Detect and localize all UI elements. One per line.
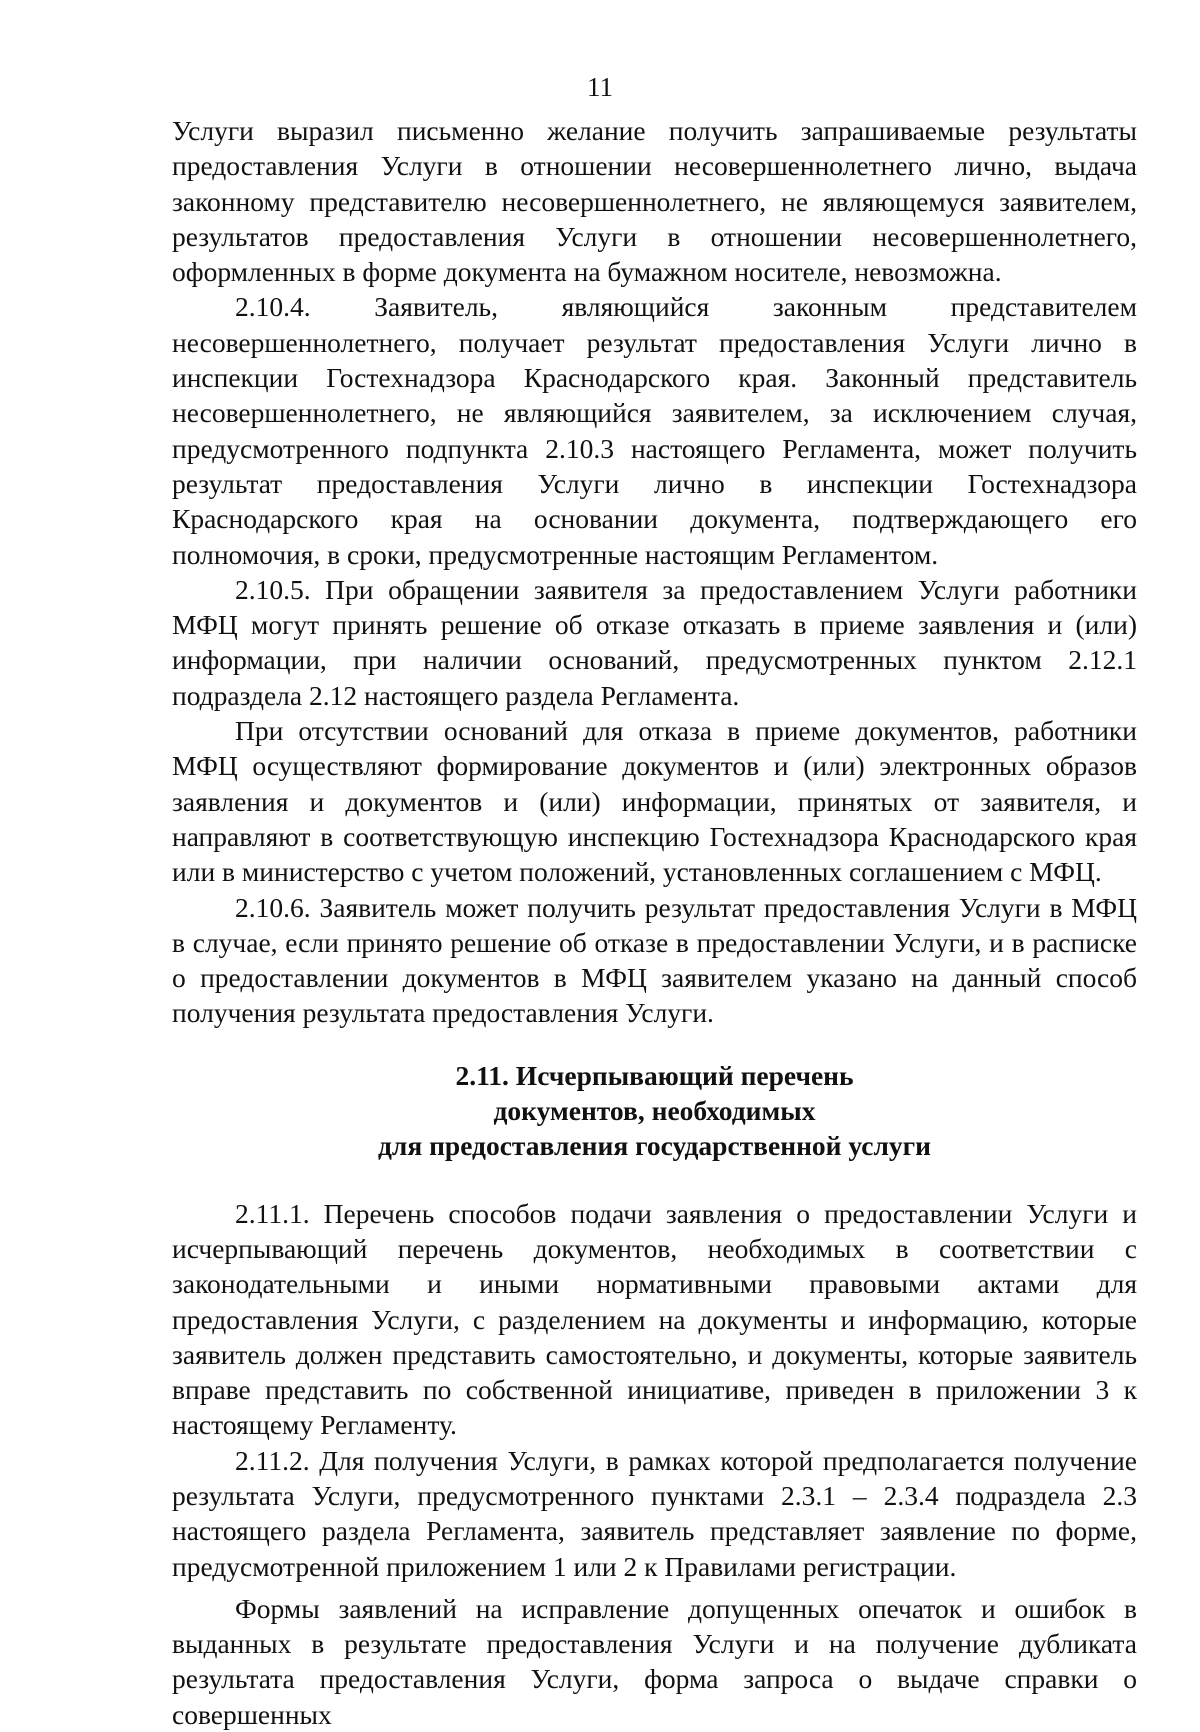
paragraph: Услуги выразил письменно желание получить запрашиваемые результаты предоставления Услуги в отношении несовершеннолетнего лично, выдача законному представителю несовершеннолетнего, не являющемуся заявителем, результатов предоставления Услуги в отношении несовершеннолетнего, оформленных в форме документа на бумажном носителе, невозможна. [172, 115, 1137, 288]
section-heading-line: 2.11. Исчерпывающий перечень [455, 1059, 854, 1091]
section-heading [172, 1058, 1137, 1164]
paragraph-2-10-6: 2.10.6. Заявитель может получить результат предоставления Услуги в МФЦ в случае, если принято решение об отказе в предоставлении Услуги, и в расписке о предоставлении документов в МФЦ заявителем указано на данный способ получения результата предоставления Услуги. [172, 891, 1137, 1029]
section-heading-line: документов, необходимых [493, 1095, 816, 1127]
paragraph-2-10-4: 2.10.4. Заявитель, являющийся законным представителем несовершеннолетнего, получает результат предоставления Услуги лично в инспекции Гостехнадзора Краснодарского края. Законный представитель несовершеннолетнего, не являющийся заявителем, за исключением случая, предусмотренного подпункта 2.10.3 настоящего Регламента, может получить результат предоставления Услуги лично в инспекции Гостехнадзора Краснодарского края на основании документа, подтверждающего его полномочия, в сроки, предусмотренные настоящим Регламентом. [172, 291, 1137, 570]
paragraph: При отсутствии оснований для отказа в приеме документов, работники МФЦ осуществляют формирование документов и (или) электронных образов заявления и документов и (или) информации, принятых от заявителя, и направляют в соответствующую инспекцию Гостехнадзора Краснодарского края или в министерство с учетом положений, установленных соглашением с МФЦ. [172, 715, 1137, 888]
paragraph: Формы заявлений на исправление допущенных опечаток и ошибок в выданных в результате предоставления Услуги и на получение дубликата результата предоставления Услуги, форма запроса о выдаче справки о совершенных [172, 1592, 1137, 1730]
paragraph-2-11-1: 2.11.1. Перечень способов подачи заявления о предоставлении Услуги и исчерпывающий перечень документов, необходимых в соответствии с законодательными и иными нормативными правовыми актами для предоставления Услуги, с разделением на документы и информацию, которые заявитель должен представить самостоятельно, и документы, которые заявитель вправе представить по собственной инициативе, приведен в приложении 3 к настоящему Регламенту. [172, 1197, 1137, 1441]
document-body [172, 113, 1137, 1732]
paragraph-2-11-2: 2.11.2. Для получения Услуги, в рамках которой предполагается получение результата Услуги, предусмотренного пунктами 2.3.1 – 2.3.4 подраздела 2.3 настоящего раздела Регламента, заявитель представляет заявление по форме, предусмотренной приложением 1 или 2 к Правилами регистрации. [172, 1444, 1137, 1582]
page-number: 11 [587, 72, 613, 102]
paragraph-2-10-5: 2.10.5. При обращении заявителя за предоставлением Услуги работники МФЦ могут принять решение об отказе отказать в приеме заявления и (или) информации, при наличии оснований, предусмотренных пунктом 2.12.1 подраздела 2.12 настоящего раздела Регламента. [172, 573, 1137, 711]
section-heading-line: для предоставления государственной услуги [377, 1130, 932, 1162]
paragraph-spacer [172, 1584, 1137, 1591]
